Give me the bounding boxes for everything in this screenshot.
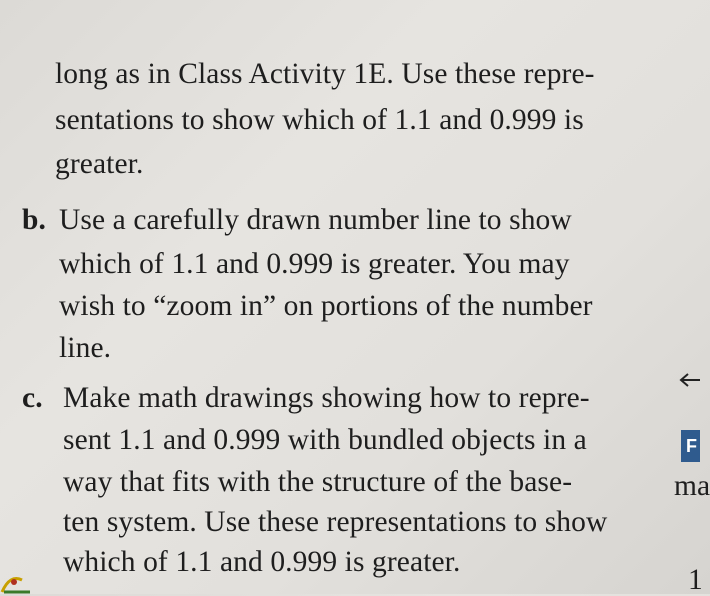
item-c-line-5: which of 1.1 and 0.999 is greater. <box>63 546 461 578</box>
item-b-line-3: wish to “zoom in” on portions of the number <box>59 290 593 322</box>
item-a-line-1: long as in Class Activity 1E. Use these repre- <box>55 58 595 90</box>
margin-bottom-fragment: 1 <box>688 564 703 596</box>
item-c-line-4: ten system. Use these representations to show <box>63 506 608 538</box>
margin-box-letter: F <box>681 430 700 462</box>
corner-marker-icon <box>0 570 36 594</box>
arrow-left-icon <box>676 370 700 390</box>
item-c-line-2: sent 1.1 and 0.999 with bundled objects in a <box>63 424 587 456</box>
item-b-line-4: line. <box>59 332 112 364</box>
item-b-label: b. <box>22 204 46 236</box>
item-b-line-1: Use a carefully drawn number line to show <box>59 204 572 236</box>
item-c-line-3: way that fits with the structure of the base- <box>63 466 573 498</box>
item-c-label: c. <box>22 382 43 414</box>
item-c-line-1: Make math drawings showing how to repre- <box>63 382 590 414</box>
margin-text-fragment: ma <box>674 470 710 502</box>
item-a-line-3: greater. <box>55 148 144 180</box>
item-a-line-2: sentations to show which of 1.1 and 0.999 is <box>55 104 584 136</box>
item-b-line-2: which of 1.1 and 0.999 is greater. You may <box>59 248 570 280</box>
